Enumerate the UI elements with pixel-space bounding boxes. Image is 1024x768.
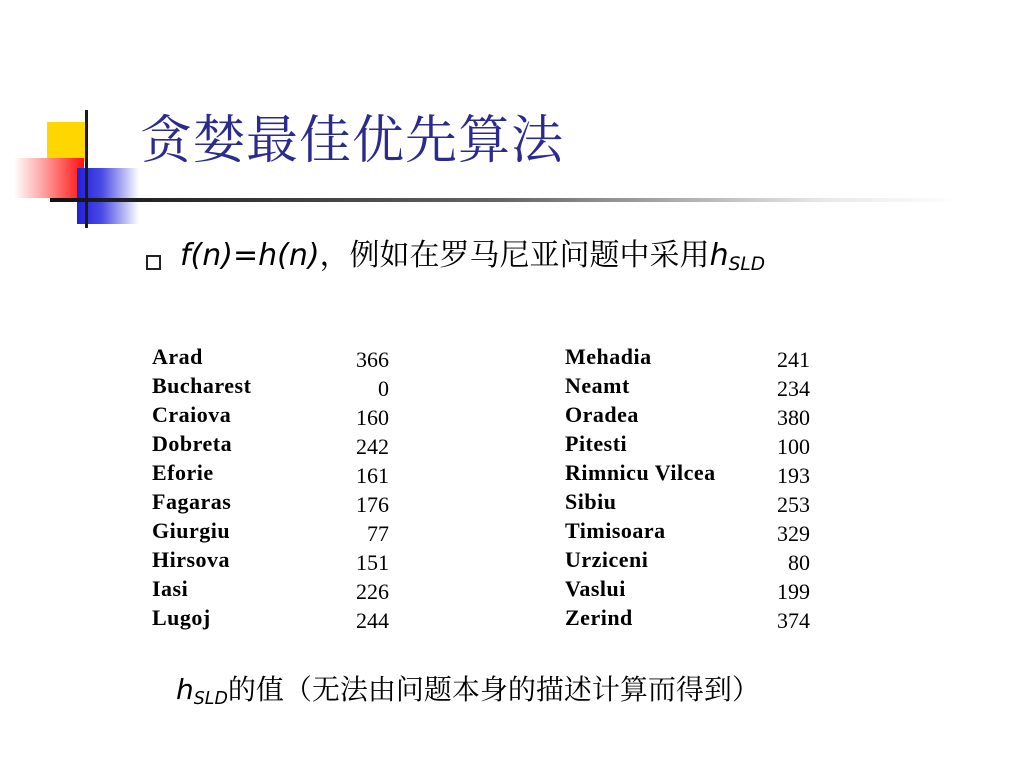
city-name: Oradea: [565, 402, 639, 427]
heuristic-table-left: [152, 344, 412, 634]
logo-red-square: [14, 158, 84, 198]
table-row: [152, 518, 412, 547]
heuristic-value: 226: [356, 579, 389, 604]
caption-h-subscript: SLD: [193, 688, 228, 709]
city-name: Pitesti: [565, 431, 628, 456]
city-name: Craiova: [152, 402, 232, 427]
heuristic-value: 329: [777, 521, 810, 546]
city-name: Hirsova: [152, 547, 231, 572]
bullet-description: ，例如在罗马尼亚问题中采用: [319, 238, 710, 273]
heuristic-value: 160: [356, 405, 389, 430]
table-row: [565, 547, 825, 576]
heuristic-value: 244: [356, 608, 389, 633]
city-name: Neamt: [565, 373, 630, 398]
table-row: [152, 373, 412, 402]
heuristic-value: 241: [777, 347, 810, 372]
city-name: Vaslui: [565, 576, 626, 601]
heuristic-value: 253: [777, 492, 810, 517]
heuristic-value: 80: [788, 550, 810, 575]
table-row: [565, 518, 825, 547]
title-underline: [50, 198, 960, 202]
heuristic-value: 77: [367, 521, 389, 546]
table-row: [152, 489, 412, 518]
table-caption: [176, 668, 760, 709]
table-row: [565, 576, 825, 605]
heuristic-value: 176: [356, 492, 389, 517]
table-row: [152, 402, 412, 431]
caption-h-symbol: h: [176, 673, 194, 706]
city-name: Timisoara: [565, 518, 666, 543]
city-name: Fagaras: [152, 489, 232, 514]
city-name: Rimnicu Vilcea: [565, 460, 716, 485]
table-row: [565, 373, 825, 402]
city-name: Urziceni: [565, 547, 649, 572]
city-name: Eforie: [152, 460, 214, 485]
table-row: [152, 460, 412, 489]
heuristic-value: 380: [777, 405, 810, 430]
table-row: [565, 489, 825, 518]
heuristic-value: 366: [356, 347, 389, 372]
heuristic-value: 161: [356, 463, 389, 488]
city-name: Lugoj: [152, 605, 211, 630]
city-name: Zerind: [565, 605, 633, 630]
table-row: [152, 547, 412, 576]
heuristic-value: 242: [356, 434, 389, 459]
table-row: [565, 431, 825, 460]
city-name: Iasi: [152, 576, 189, 601]
city-name: Bucharest: [152, 373, 252, 398]
city-name: Arad: [152, 344, 203, 369]
heuristic-value: 100: [777, 434, 810, 459]
city-name: Sibiu: [565, 489, 617, 514]
bullet-text: [180, 238, 765, 277]
logo-vertical-line: [85, 110, 88, 228]
table-row: [152, 431, 412, 460]
table-row: [565, 344, 825, 373]
caption-text: 的值（无法由问题本身的描述计算而得到）: [227, 673, 760, 706]
heuristic-value: 151: [356, 550, 389, 575]
heuristic-value: 0: [378, 376, 389, 401]
bullet-h-subscript: SLD: [728, 254, 766, 276]
city-name: Mehadia: [565, 344, 652, 369]
city-name: Dobreta: [152, 431, 233, 456]
heuristic-value: 234: [777, 376, 810, 401]
table-row: [565, 460, 825, 489]
heuristic-value: 374: [777, 608, 810, 633]
bullet-h-symbol: h: [709, 238, 729, 273]
table-row: [152, 344, 412, 373]
table-row: [565, 605, 825, 634]
bullet-square-icon: [146, 255, 161, 270]
table-row: [152, 605, 412, 634]
bullet-formula: f(n)=h(n): [180, 238, 320, 273]
table-row: [565, 402, 825, 431]
logo-yellow-square: [47, 122, 85, 162]
heuristic-value: 193: [777, 463, 810, 488]
city-name: Giurgiu: [152, 518, 231, 543]
heuristic-value: 199: [777, 579, 810, 604]
slide-title: 贪婪最佳优先算法: [140, 111, 565, 171]
heuristic-table-right: [565, 344, 825, 634]
table-row: [152, 576, 412, 605]
